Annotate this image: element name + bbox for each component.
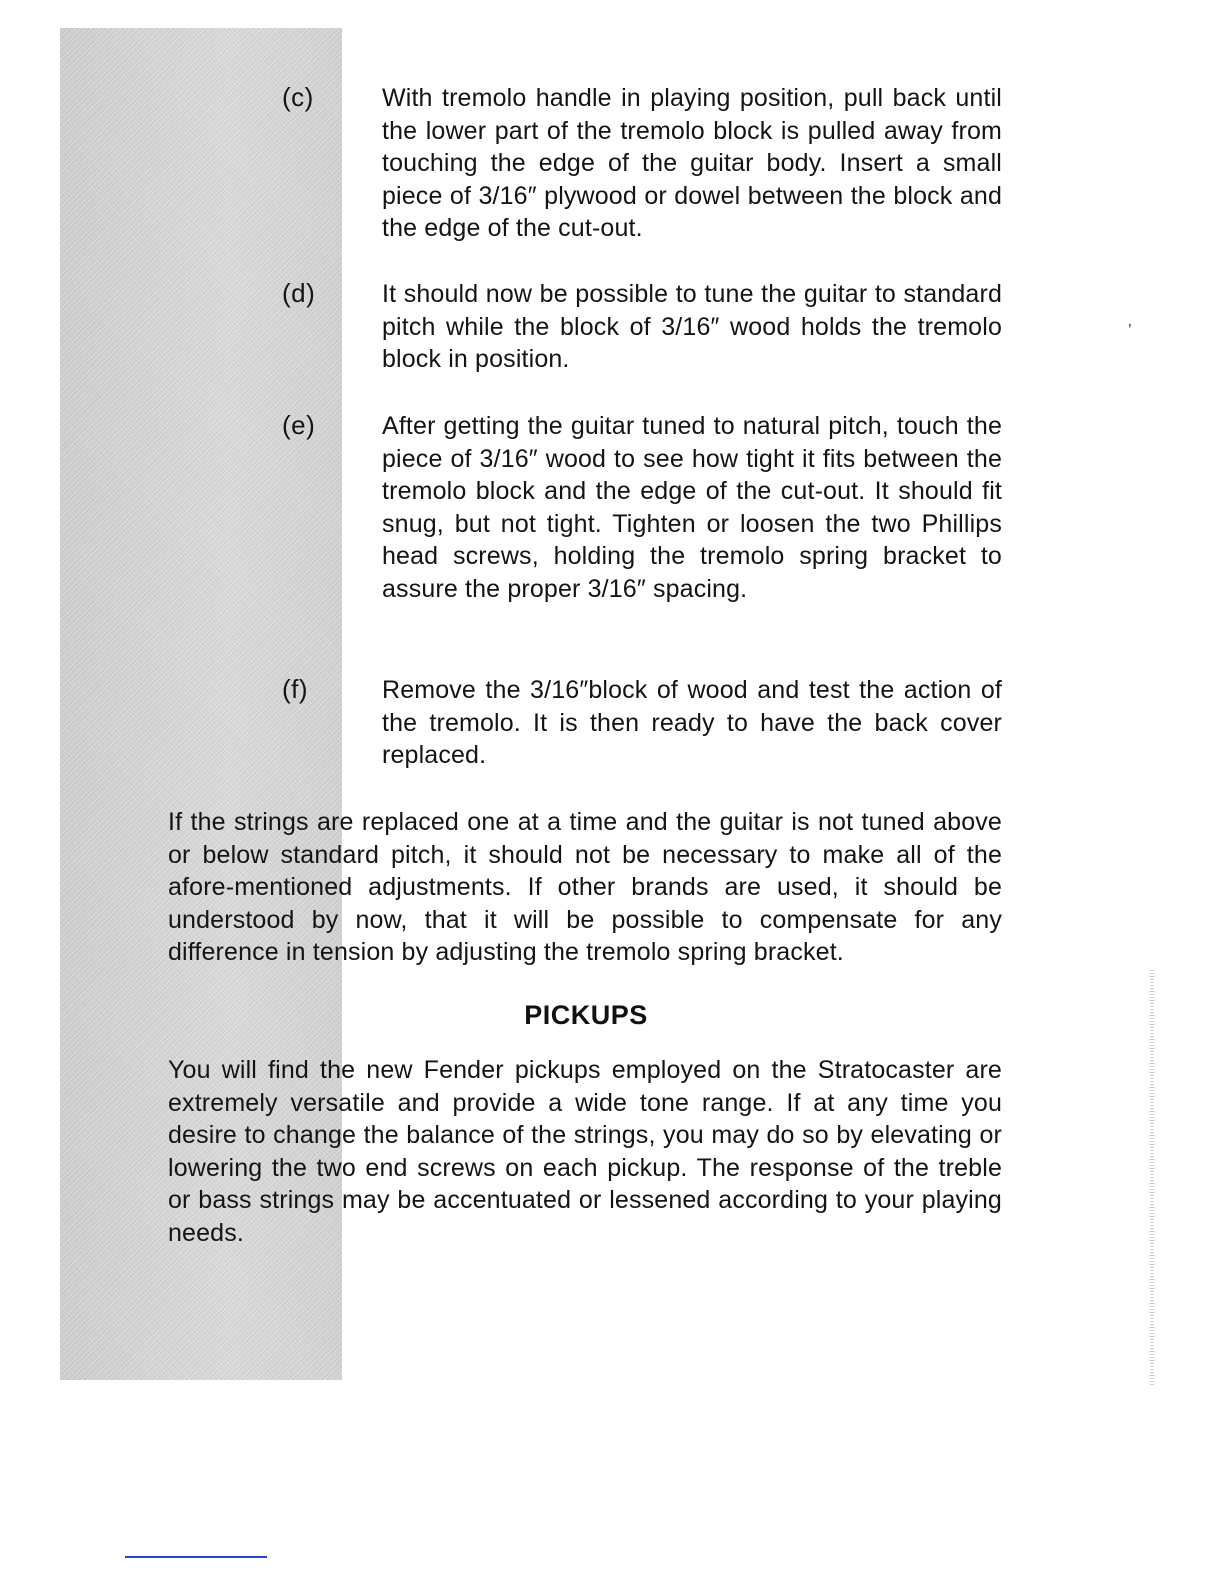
pickups-paragraph: You will find the new Fender pickups employed on the Stratocaster are extremely versatile and provide a wide tone range. If at any time you desire to change the balance of the strings, you may do so by elevating or lowering the two end screws on each pickup. The response of the treble or bass strings may be accentuated or lessened according to your playing needs. bbox=[168, 1056, 1002, 1247]
scan-artifact bbox=[1150, 970, 1154, 1385]
item-c-letter: (c) bbox=[282, 82, 314, 112]
item-c-text: With tremolo handle in playing position, pull back until the lower part of the tremolo block is pulled away from touching the edge of the guitar body. Insert a small piece of 3/16″ plywood or dowel between the block and the edge of the cut-out. bbox=[382, 84, 1002, 243]
item-e-letter: (e) bbox=[282, 410, 316, 440]
item-d-letter: (d) bbox=[282, 278, 316, 308]
footer-rule bbox=[125, 1556, 267, 1558]
pen-mark-icon: ’ bbox=[1128, 322, 1132, 339]
pickups-heading: PICKUPS bbox=[524, 1000, 648, 1030]
item-d-text: It should now be possible to tune the guitar to standard pitch while the block of 3/16″ wood holds the tremolo block in position. bbox=[382, 280, 1002, 374]
strings-paragraph: If the strings are replaced one at a time and the guitar is not tuned above or below standard pitch, it should not be necessary to make all of the afore-mentioned adjustments. If other brands are used, it should be understood by now, that it will be possible to compensate for any difference in tension by adjusting the tremolo spring bracket. bbox=[168, 808, 1002, 967]
item-e-text: After getting the guitar tuned to natural pitch, touch the piece of 3/16″ wood to see how tight it fits between the tremolo block and the edge of the cut-out. It should fit snug, but not tight. Tighten or loosen the two Phillips head screws, holding the tremolo spring bracket to assure the proper 3/16″ spacing. bbox=[382, 412, 1002, 603]
item-f-letter: (f) bbox=[282, 674, 309, 704]
item-f-text: Remove the 3/16″block of wood and test the action of the tremolo. It is then ready to have the back cover replaced. bbox=[382, 676, 1002, 770]
